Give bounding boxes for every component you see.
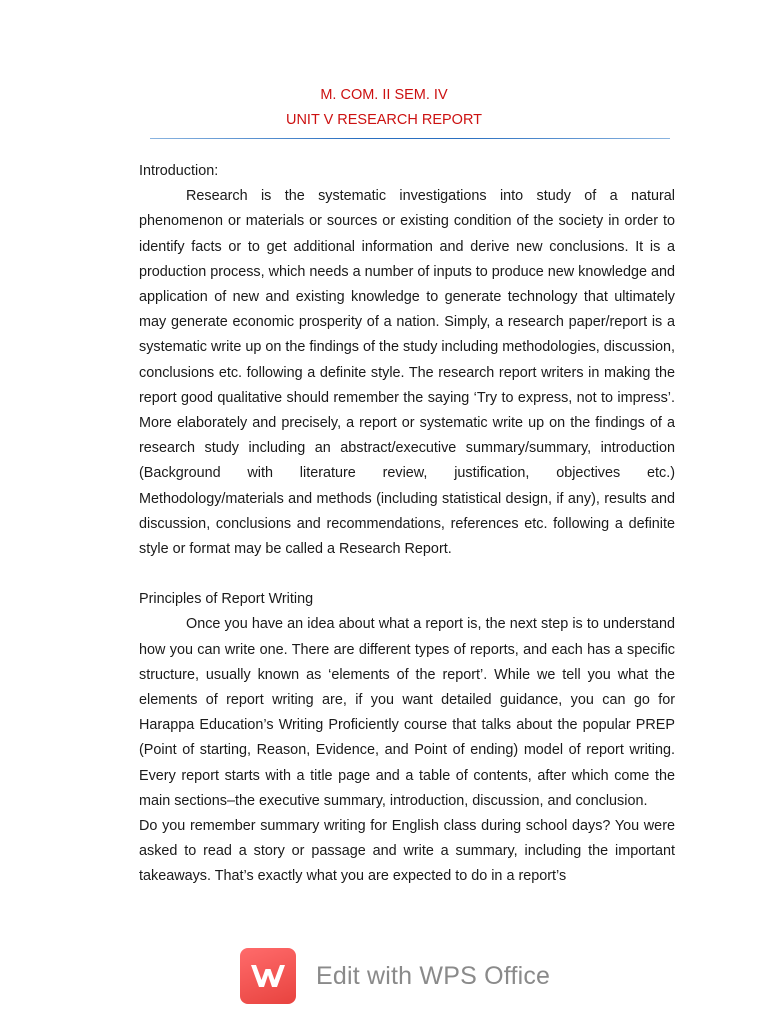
section-spacer [139,562,675,587]
principles-paragraph-1: Once you have an idea about what a report is, the next step is to understand how you can write one. There are different types of reports, and each has a specific structure, usually known as ‘elements of the report’. While we tell you what the elements of report writing are, if you want detailed guidance, you can go for Harappa Education’s Writing Proficiently course that talks about the popular PREP (Point of starting, Reason, Evidence, and Point of ending) model of report writing. Every report starts with a title page and a table of contents, after which come the main sections–the executive summary, introduction, discussion, and conclusion. [139,616,675,809]
unit-title: UNIT V RESEARCH REPORT [285,112,483,128]
header-divider [150,138,670,139]
introduction-paragraph: Research is the systematic investigations into study of a natural phenomenon or materials or sources or existing condition of the society in order to identify facts or to get additional information and derive new conclusions. It is a production process, which needs a number of inputs to produce new knowledge and application of new and existing knowledge to generate technology that ultimately may generate economic prosperity of a nation. Simply, a research paper/report is a systematic write up on the findings of the study including methodologies, discussion, conclusions etc. following a definite style. The research report writers in making the report good qualitative should remember the saying ‘Try to express, not to impress’. More elaborately and precisely, a report or systematic write up on the findings of a research study including an abstract/executive summary/summary, introduction (Background with literature review, justification, objectives etc.) Methodology/materials and methods (including statistical design, if any), results and discussion, conclusions and recommendations, references etc. following a definite style or format may be called a Research Report. [139,188,675,558]
course-title: M. COM. II SEM. IV [320,87,448,103]
section-heading-principles: Principles of Report Writing [139,591,314,608]
principles-paragraph-2: Do you remember summary writing for English class during school days? You were asked to read a story or passage and write a summary, including the important takeaways. That’s exactly what you are expected to do in a report’s [139,818,675,885]
section-heading-introduction: Introduction: [139,163,219,179]
wps-edit-label[interactable]: Edit with WPS Office [316,961,551,990]
wps-edit-banner[interactable] [240,948,550,1004]
wps-logo-icon[interactable] [240,948,296,1004]
document-body [139,159,675,890]
